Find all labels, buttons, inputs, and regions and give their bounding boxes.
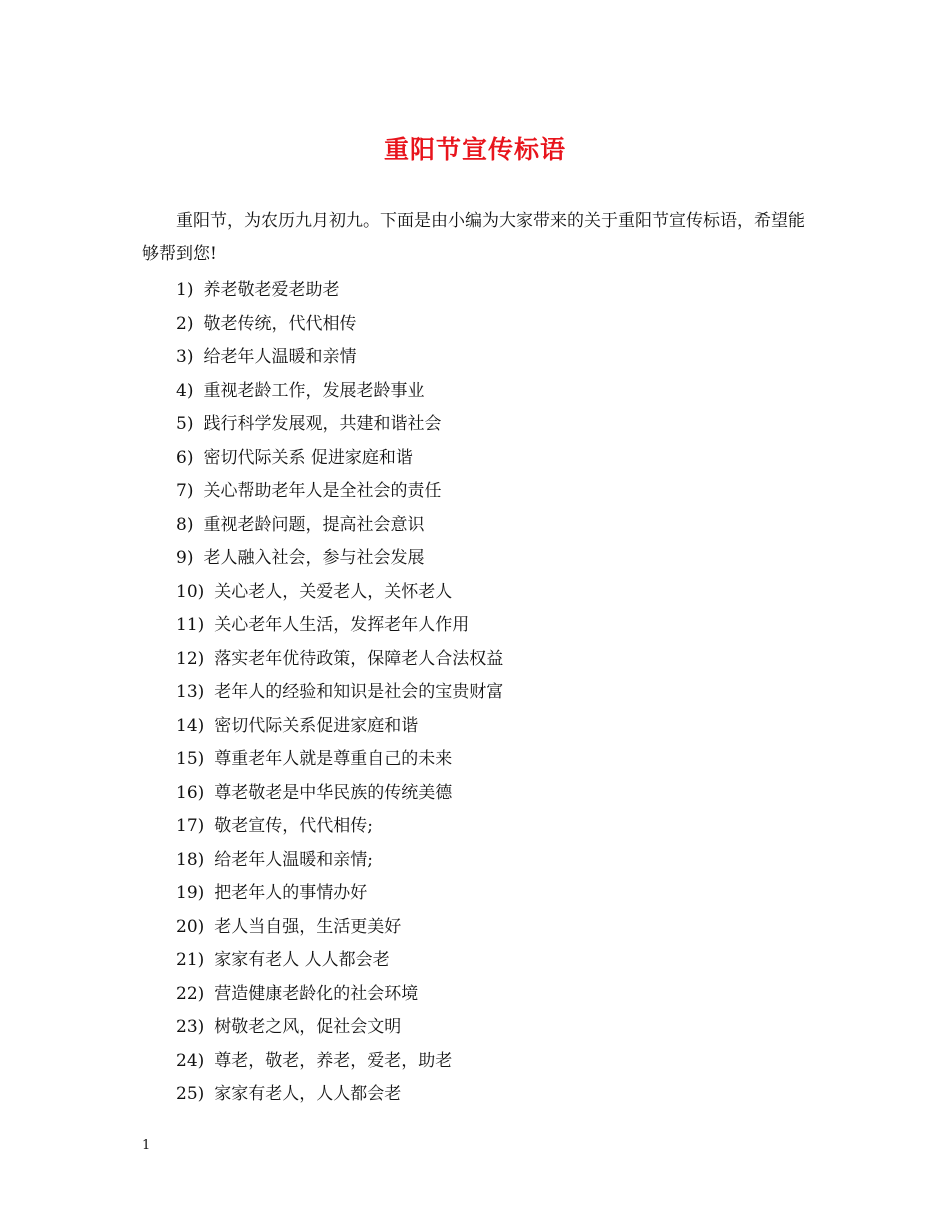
list-item (176, 944, 503, 978)
list-item-number: 10) (176, 581, 205, 602)
list-item-number: 2) (176, 313, 194, 334)
list-item-number: 6) (176, 447, 194, 468)
list-item (176, 911, 503, 945)
list-item-text: 关心帮助老年人是全社会的责任 (203, 481, 442, 501)
list-item-text: 敬老传统，代代相传 (203, 313, 357, 334)
list-item (176, 542, 503, 576)
list-item-number: 7) (176, 481, 194, 501)
list-item-text: 践行科学发展观，共建和谐社会 (203, 414, 442, 434)
list-item-text: 树敬老之风，促社会文明 (214, 1017, 402, 1037)
list-item-number: 3) (176, 347, 194, 367)
list-item (176, 777, 503, 811)
list-item-text: 尊老敬老是中华民族的传统美德 (214, 782, 453, 803)
page-title: 重阳节宣传标语 (383, 135, 566, 164)
list-item-text: 给老年人温暖和亲情 (203, 347, 357, 367)
list-item-number: 19) (176, 883, 205, 903)
list-item (176, 609, 503, 643)
list-item-number: 24) (176, 1050, 205, 1071)
list-item (176, 643, 503, 677)
list-item-text: 落实老年优待政策，保障老人合法权益 (214, 648, 504, 669)
list-item-number: 12) (176, 648, 205, 669)
list-item-number: 22) (176, 983, 205, 1004)
list-item-text: 把老年人的事情办好 (214, 883, 368, 903)
list-item (176, 375, 503, 409)
list-item-number: 25) (176, 1084, 205, 1104)
list-item-text: 家家有老人 人人都会老 (214, 950, 390, 970)
list-item-text: 养老敬老爱老助老 (203, 280, 340, 300)
slogan-list (176, 274, 503, 1112)
list-item-text: 老年人的经验和知识是社会的宝贵财富 (214, 682, 504, 702)
list-item-text: 敬老宣传，代代相传; (214, 816, 373, 836)
list-item-number: 13) (176, 682, 205, 702)
list-item-number: 8) (176, 514, 194, 535)
list-item-number: 21) (176, 950, 205, 970)
list-item-text: 老人当自强，生活更美好 (214, 916, 402, 937)
list-item-number: 4) (176, 380, 194, 401)
list-item (176, 341, 503, 375)
list-item-text: 老人融入社会，参与社会发展 (203, 548, 425, 568)
list-item (176, 509, 503, 543)
intro-paragraph: 重阳节，为农历九月初九。下面是由小编为大家带来的关于重阳节宣传标语，希望能够帮到您! (142, 211, 805, 264)
list-item (176, 1078, 503, 1112)
list-item-text: 家家有老人，人人都会老 (214, 1084, 402, 1104)
list-item-number: 1) (176, 280, 194, 300)
list-item-text: 给老年人温暖和亲情; (214, 849, 373, 870)
list-item-number: 14) (176, 715, 205, 736)
list-item-text: 重视老龄工作，发展老龄事业 (203, 380, 425, 401)
list-item-number: 18) (176, 849, 205, 870)
list-item-number: 17) (176, 816, 205, 836)
list-item (176, 1011, 503, 1045)
list-item (176, 978, 503, 1012)
list-item-text: 关心老年人生活，发挥老年人作用 (214, 615, 470, 635)
list-item (176, 1045, 503, 1079)
list-item-number: 16) (176, 782, 205, 803)
list-item-text: 尊重老年人就是尊重自己的未来 (214, 749, 453, 769)
list-item-text: 密切代际关系 促进家庭和谐 (203, 447, 413, 468)
list-item-number: 15) (176, 749, 205, 769)
list-item (176, 710, 503, 744)
list-item (176, 308, 503, 342)
list-item-number: 9) (176, 548, 194, 568)
list-item (176, 576, 503, 610)
list-item (176, 475, 503, 509)
list-item (176, 743, 503, 777)
list-item (176, 274, 503, 308)
list-item (176, 810, 503, 844)
list-item-text: 关心老人，关爱老人，关怀老人 (214, 581, 453, 602)
list-item-number: 23) (176, 1017, 205, 1037)
list-item (176, 676, 503, 710)
list-item (176, 877, 503, 911)
list-item-text: 尊老，敬老，养老，爱老，助老 (214, 1050, 453, 1071)
page-number: 1 (142, 1138, 151, 1153)
list-item-number: 20) (176, 916, 205, 937)
list-item-text: 营造健康老龄化的社会环境 (214, 983, 419, 1004)
list-item-number: 5) (176, 414, 194, 434)
list-item (176, 408, 503, 442)
list-item-text: 重视老龄问题，提高社会意识 (203, 514, 425, 535)
list-item-text: 密切代际关系促进家庭和谐 (214, 715, 419, 736)
list-item (176, 844, 503, 878)
list-item (176, 442, 503, 476)
list-item-number: 11) (176, 615, 205, 635)
